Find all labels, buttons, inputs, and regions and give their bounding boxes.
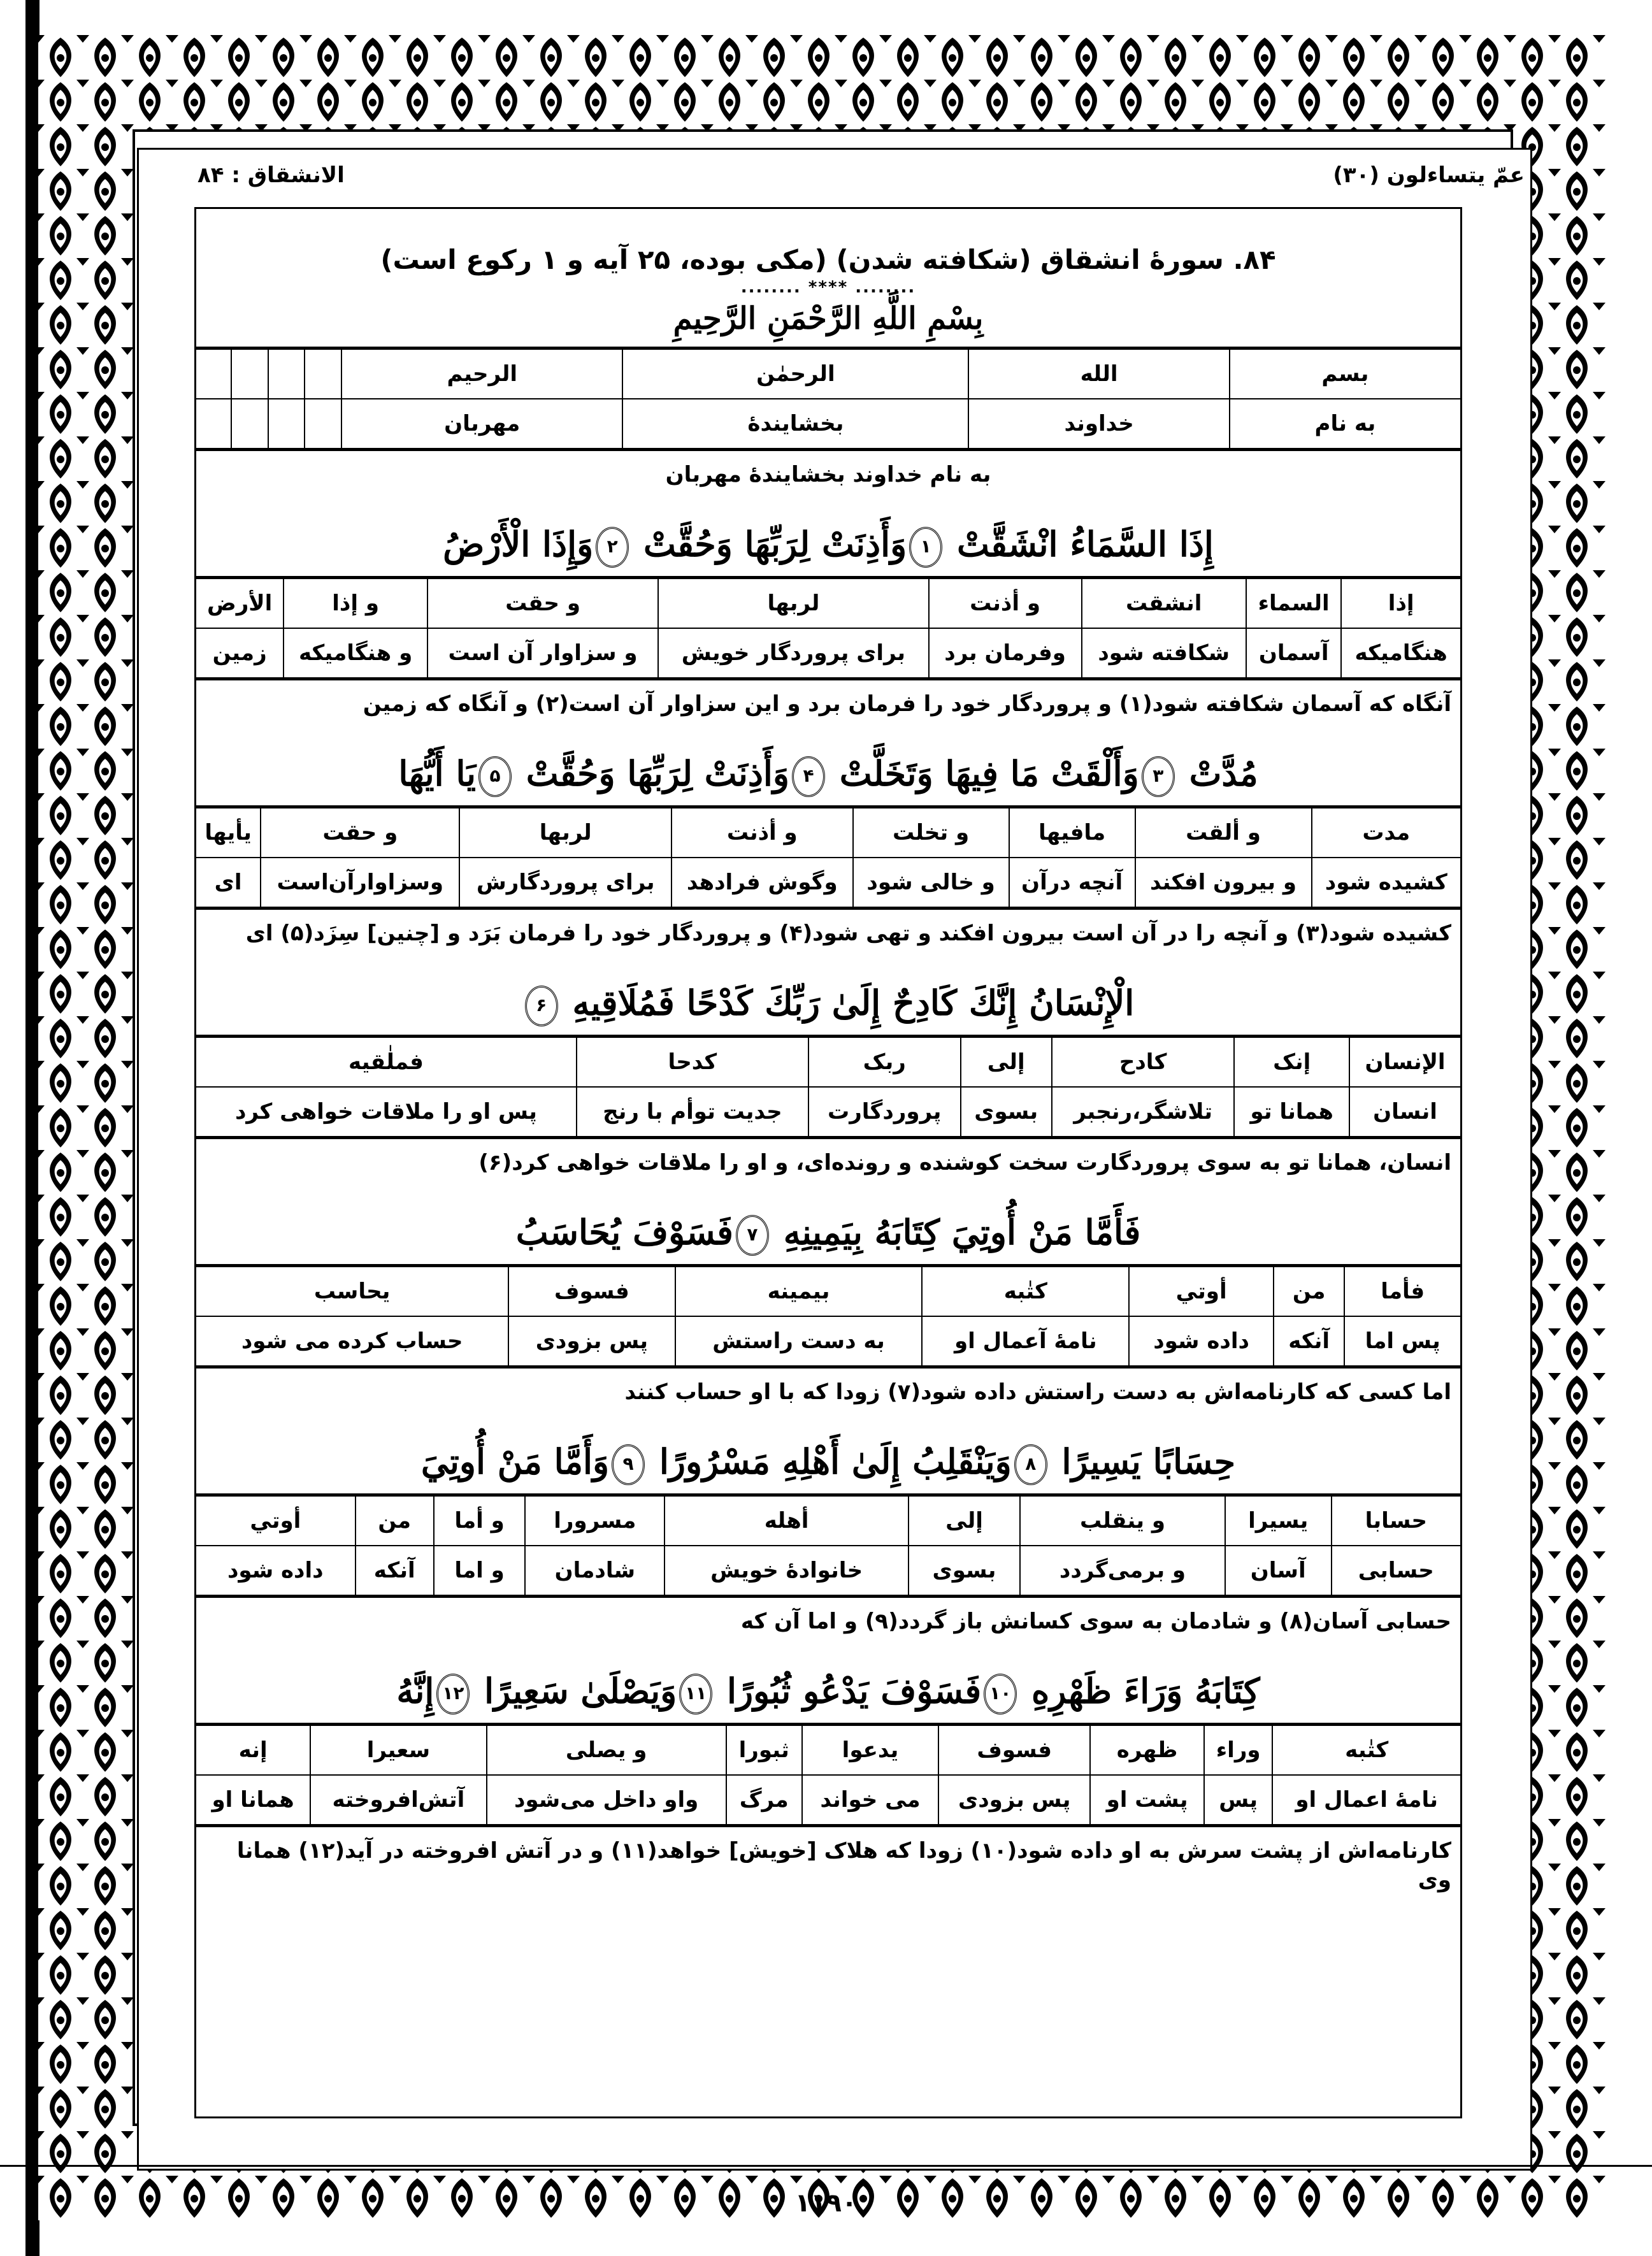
footer-rule [0,2165,1652,2167]
arabic-word-cell: يحاسب [196,1266,508,1317]
ayah-number-marker: ١٠ [984,1674,1017,1714]
arabic-words-row [196,578,1460,629]
word-by-word-table [196,805,1460,910]
arabic-verse-line [196,1423,1460,1493]
meaning-cell: شادمان [525,1546,664,1597]
arabic-word-cell [268,348,305,399]
meaning-cell: و برمی‌گردد [1020,1546,1225,1597]
meaning-cell: و هنگامیکه [284,628,427,679]
ayah-number-marker: ۵ [478,756,512,797]
arabic-word-cell: ظهره [1090,1725,1204,1776]
persian-meaning-row [196,1775,1460,1826]
arabic-words-row [196,1725,1460,1776]
arabic-word-cell: من [356,1495,434,1546]
verse-text: كِتَابَهُ وَرَاءَ ظَهْرِهِ [1019,1670,1260,1711]
meaning-cell: داده شود [196,1546,356,1597]
arabic-words-row [196,348,1460,399]
arabic-word-cell: من [1274,1266,1344,1317]
arabic-word-cell: و حقت [261,807,459,858]
verse-section [196,1423,1460,1653]
meaning-cell: همانا تو [1234,1087,1349,1138]
meaning-cell: همانا او [196,1775,310,1826]
meaning-cell: آنکه [1274,1316,1344,1367]
meaning-cell: آنچه درآن [1009,858,1135,909]
arabic-word-cell: و أذنت [929,578,1082,629]
meaning-cell: جدیت توأم با رنج [577,1087,808,1138]
running-head-juz: عمّ يتساءلون (٣٠) [1333,162,1525,188]
meaning-cell: پس اما [1344,1316,1460,1367]
meaning-cell: انسان [1349,1087,1460,1138]
verse-section [196,1653,1460,1893]
verse-section [196,347,1460,506]
arabic-word-cell: و حقت [427,578,658,629]
arabic-words-row [196,1037,1460,1088]
ayah-number-marker: ٣ [1142,756,1175,797]
arabic-verse-line [196,1194,1460,1264]
running-head-surah: الانشقاق : ٨۴ [198,162,345,188]
meaning-cell: پس او را ملاقات خواهی کرد [196,1087,577,1138]
meaning-cell: بسوی [909,1546,1020,1597]
meaning-cell: و خالی شود [853,858,1009,909]
arabic-word-cell: الأرض [196,578,284,629]
meaning-cell: پشت او [1090,1775,1204,1826]
meaning-cell: مرگ [726,1775,802,1826]
meaning-cell: وگوش فرادهد [672,858,853,909]
persian-meaning-row [196,1546,1460,1597]
arabic-word-cell: إنه [196,1725,310,1776]
arabic-word-cell: إذا [1341,578,1460,629]
arabic-word-cell: أوتي [196,1495,356,1546]
verse-text: وَأَذِنَتْ لِرَبِّهَا وَحُقَّتْ [514,753,789,794]
meaning-cell [305,399,341,450]
meaning-cell: تلاشگر،رنجبر [1052,1087,1235,1138]
meaning-cell [196,399,231,450]
persian-meaning-row [196,858,1460,909]
verse-text: وَأَمَّا مَنْ أُوتِيَ [420,1441,610,1482]
verse-section [196,735,1460,965]
meaning-cell: پس بزودی [508,1316,675,1367]
persian-translation: کشیده شود(٣) و آنچه را در آن است بیرون افکند و تهی شود(۴) و پروردگار خود را فرمان بَرَد و [چنین] سِزَد(۵) ای [245,921,1451,946]
arabic-word-cell: ربک [808,1037,961,1088]
arabic-word-cell: يسيرا [1225,1495,1332,1546]
verse-section [196,506,1460,735]
verse-text: فَأَمَّا مَنْ أُوتِيَ كِتَابَهُ بِيَمِينِهِ [771,1212,1141,1253]
meaning-cell: آنکه [356,1546,434,1597]
arabic-word-cell: الإنسان [1349,1037,1460,1088]
verse-text: مُدَّتْ [1177,753,1258,794]
arabic-word-cell: انشقت [1082,578,1246,629]
arabic-word-cell: أوتي [1129,1266,1274,1317]
arabic-word-cell: كدحا [577,1037,808,1088]
meaning-cell: واو داخل می‌شود [487,1775,726,1826]
separator: ........ **** ........ [740,278,916,297]
persian-translation: به نام خداوند بخشایندهٔ مهربان [665,462,991,487]
persian-translation: آنگاه که آسمان شکافته شود(١) و پروردگار خود را فرمان برد و این سزاوار آن است(٢) و آنگاه که زمین [363,691,1451,717]
book-spine-shadow [25,0,40,2256]
ayah-number-marker: ۶ [525,986,558,1026]
surah-content [194,207,1462,2118]
meaning-cell: بخشایندهٔ [622,399,968,450]
word-by-word-table [196,1035,1460,1139]
ayah-number-marker: ١١ [679,1674,712,1714]
persian-meaning-row [196,399,1460,450]
arabic-word-cell: مدت [1312,807,1460,858]
arabic-word-cell: مافيها [1009,807,1135,858]
meaning-cell: برای پروردگارش [459,858,672,909]
arabic-word-cell: فأما [1344,1266,1460,1317]
ayah-number-marker: ٩ [612,1444,645,1485]
meaning-cell: خانوادهٔ خویش [664,1546,908,1597]
meaning-cell: برای پروردگار خویش [658,628,929,679]
arabic-word-cell: فسوف [938,1725,1090,1776]
meaning-cell: بسوی [961,1087,1052,1138]
meaning-cell: حساب کرده می شود [196,1316,508,1367]
meaning-cell: و سزاوار آن است [427,628,658,679]
meaning-cell: آسان [1225,1546,1332,1597]
arabic-verse-line [196,735,1460,805]
meaning-cell: شکافته شود [1082,628,1246,679]
arabic-word-cell [305,348,341,399]
arabic-word-cell: و أذنت [672,807,853,858]
persian-meaning-row [196,1087,1460,1138]
word-by-word-table [196,1723,1460,1827]
meaning-cell: وسزاوارآن‌است [261,858,459,909]
persian-meaning-row [196,628,1460,679]
meaning-cell: پروردگارت [808,1087,961,1138]
arabic-word-cell: إنک [1234,1037,1349,1088]
ayah-number-marker: ٧ [736,1215,769,1256]
verse-text: حِسَابًا يَسِيرًا [1049,1441,1236,1482]
persian-translation: کارنامه‌اش از پشت سرش به او داده شود(١٠) زودا که هلاک [خویش] خواهد(١١) و در آتش افروخته در آید(١٢) همانا وی [236,1838,1451,1893]
arabic-word-cell: و أما [434,1495,526,1546]
arabic-word-cell [196,348,231,399]
arabic-verse-line [196,506,1460,576]
meaning-cell: و اما [434,1546,526,1597]
persian-meaning-row [196,1316,1460,1367]
word-by-word-table [196,576,1460,680]
persian-translation: انسان، همانا تو به سوی پروردگارت سخت کوشنده و رونده‌ای، و او را ملاقات خواهی کرد(۶) [478,1150,1451,1175]
arabic-word-cell: كتٰبه [1272,1725,1460,1776]
arabic-word-cell: كتٰبه [922,1266,1129,1317]
arabic-verse-line [196,1653,1460,1723]
word-by-word-table [196,1493,1460,1598]
arabic-word-cell: إلى [909,1495,1020,1546]
basmala-calligraphy: بِسْمِ اللَّهِ الرَّحْمَنِ الرَّحِيمِ [673,301,984,336]
arabic-word-cell: الرحمٰن [622,348,968,399]
meaning-cell: پس بزودی [938,1775,1090,1826]
arabic-word-cell: كادح [1052,1037,1235,1088]
arabic-verse-line [196,965,1460,1035]
meaning-cell: مهربان [341,399,622,450]
meaning-cell: می خواند [802,1775,939,1826]
arabic-words-row [196,807,1460,858]
arabic-word-cell: لربها [658,578,929,629]
arabic-word-cell: و إذا [284,578,427,629]
arabic-word-cell: يأيها [196,807,261,858]
persian-translation: حسابی آسان(٨) و شادمان به سوی کسانش باز گردد(٩) و اما آن که [740,1609,1451,1634]
arabic-word-cell: سعيرا [310,1725,486,1776]
meaning-cell: ای [196,858,261,909]
arabic-word-cell: مسرورا [525,1495,664,1546]
arabic-word-cell: بسم [1230,348,1460,399]
meaning-cell: کشیده شود [1312,858,1460,909]
meaning-cell: آتش‌افروخته [310,1775,486,1826]
arabic-word-cell: لربها [459,807,672,858]
arabic-word-cell: و تخلت [853,807,1009,858]
arabic-words-row [196,1266,1460,1317]
meaning-cell: به نام [1230,399,1460,450]
arabic-word-cell: فسوف [508,1266,675,1317]
arabic-word-cell: حسابا [1332,1495,1460,1546]
verse-section [196,1194,1460,1423]
ayah-number-marker: ١٢ [436,1674,470,1714]
verse-section [196,965,1460,1194]
arabic-word-cell: الله [968,348,1229,399]
arabic-word-cell: أهله [664,1495,908,1546]
meaning-cell: نامهٔ اعمال او [1272,1775,1460,1826]
arabic-word-cell: إلى [961,1037,1052,1088]
meaning-cell: پس [1204,1775,1272,1826]
ayah-number-marker: ٢ [596,527,629,568]
verse-sections [196,347,1460,1893]
ayah-number-marker: ۴ [792,756,825,797]
meaning-cell: حسابی [1332,1546,1460,1597]
arabic-word-cell: و ألقت [1135,807,1312,858]
meaning-cell: به دست راستش [675,1316,923,1367]
meaning-cell: خداوند [968,399,1229,450]
meaning-cell: داده شود [1129,1316,1274,1367]
meaning-cell: وفرمان برد [929,628,1082,679]
arabic-word-cell: و ينقلب [1020,1495,1225,1546]
meaning-cell: آسمان [1246,628,1341,679]
verse-text: فَسَوْفَ يُحَاسَبُ [515,1212,733,1253]
verse-text: وَإِذَا الْأَرْضُ [443,524,594,564]
arabic-word-cell: فملٰقيه [196,1037,577,1088]
verse-text: وَيَنْقَلِبُ إِلَىٰ أَهْلِهِ مَسْرُورًا [647,1441,1012,1482]
verse-text: إِنَّهُ [396,1670,435,1711]
arabic-words-row [196,1495,1460,1546]
verse-text: وَيَصْلَىٰ سَعِيرًا [472,1670,677,1711]
arabic-word-cell [231,348,268,399]
word-by-word-table [196,347,1460,451]
page-number: ١١٩٠ [794,2188,858,2218]
ayah-number-marker: ٨ [1014,1444,1047,1485]
arabic-word-cell: السماء [1246,578,1341,629]
surah-title: ٨۴. سورهٔ انشقاق (شکافته شدن) (مکی بوده، ٢۵ آیه و ١ رکوع است) [380,244,1276,275]
arabic-word-cell: يدعوا [802,1725,939,1776]
meaning-cell: نامهٔ آعمال او [922,1316,1129,1367]
persian-translation: اما کسی که کارنامه‌اش به دست راستش داده شود(٧) زودا که با او حساب کنند [624,1379,1451,1405]
arabic-word-cell: ثبورا [726,1725,802,1776]
ayah-number-marker: ١ [909,527,942,568]
word-by-word-table [196,1264,1460,1369]
arabic-word-cell: الرحيم [341,348,622,399]
verse-text: إِذَا السَّمَاءُ انْشَقَّتْ [945,524,1214,564]
arabic-word-cell: و يصلى [487,1725,726,1776]
meaning-cell [231,399,268,450]
arabic-word-cell: وراء [1204,1725,1272,1776]
arabic-word-cell: بيمينه [675,1266,923,1317]
verse-text: الْإِنْسَانُ إِنَّكَ كَادِحٌ إِلَىٰ رَبِّكَ كَدْحًا فَمُلَاقِيهِ [560,982,1135,1023]
meaning-cell: زمین [196,628,284,679]
verse-text: وَأَذِنَتْ لِرَبِّهَا وَحُقَّتْ [631,524,907,564]
meaning-cell: هنگامیکه [1341,628,1460,679]
meaning-cell: و بیرون افکند [1135,858,1312,909]
verse-text: يَا أَيُّهَا [398,753,476,794]
meaning-cell [268,399,305,450]
verse-text: فَسَوْفَ يَدْعُو ثُبُورًا [715,1670,982,1711]
verse-text: وَأَلْقَتْ مَا فِيهَا وَتَخَلَّتْ [827,753,1139,794]
